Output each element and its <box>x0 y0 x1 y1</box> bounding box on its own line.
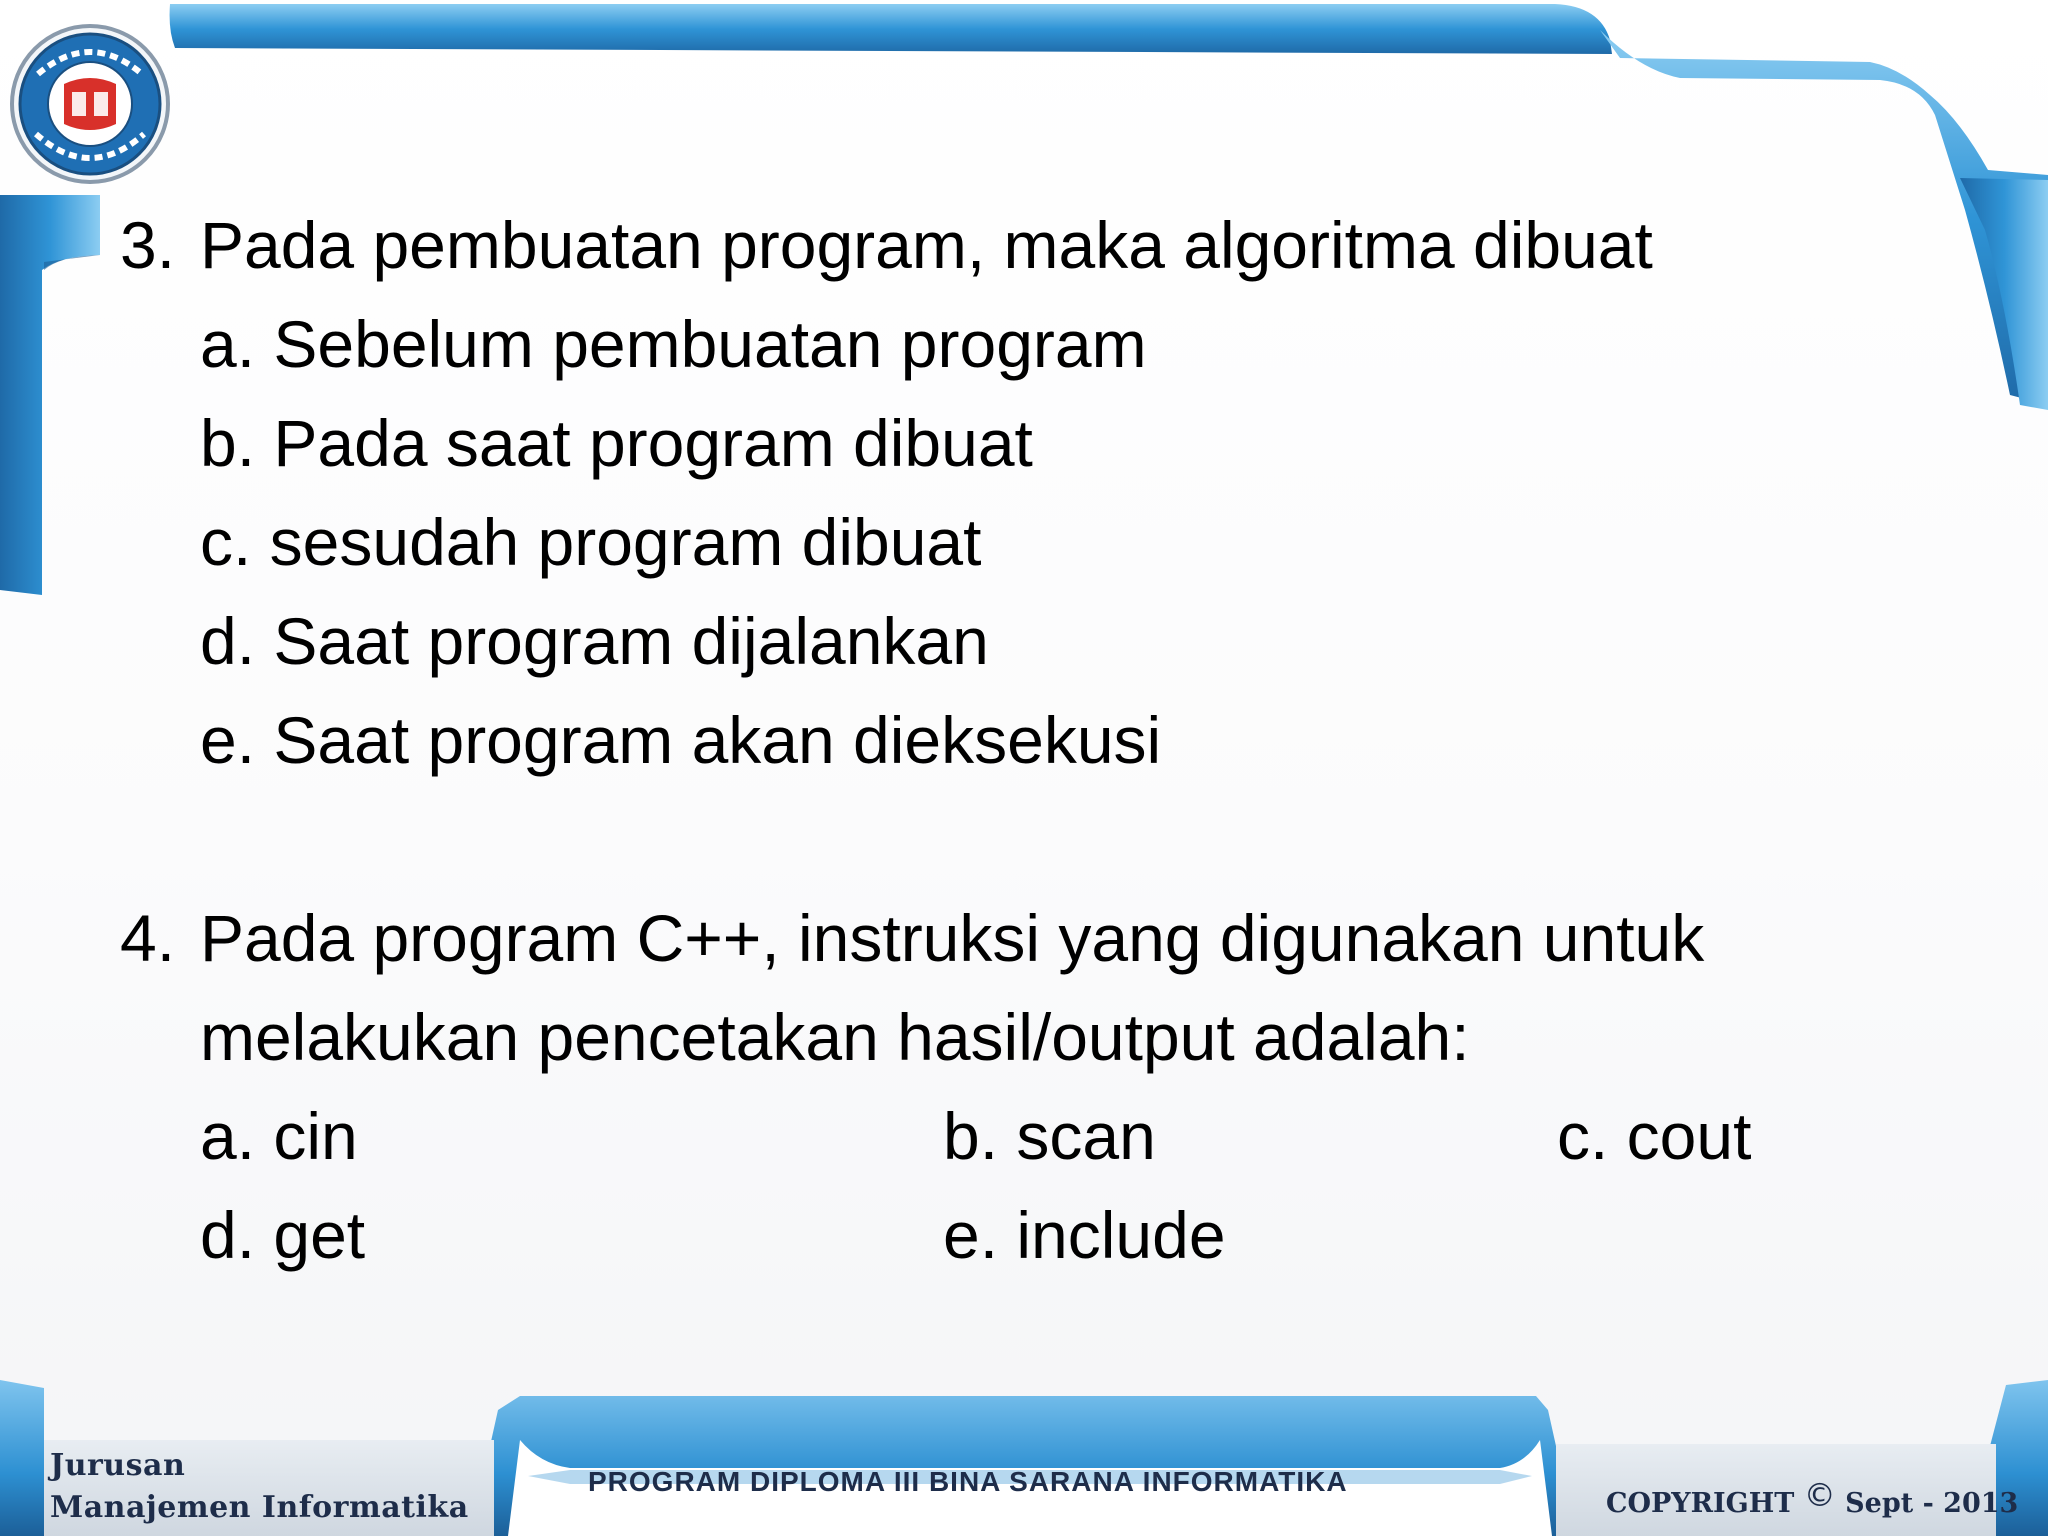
question-4-text-line2: melakukan pencetakan hasil/output adalah: <box>200 1000 1470 1074</box>
question-4-option-a: a. cin <box>200 1099 358 1173</box>
question-4-option-d: d. get <box>200 1198 366 1272</box>
question-3-number: 3. <box>120 208 176 282</box>
spacer <box>120 790 1820 889</box>
question-4-option-b: b. scan <box>943 1099 1156 1173</box>
question-4-text-line1: Pada program C++, instruksi yang digunakan untuk <box>200 901 1705 975</box>
question-3-option-e: e. Saat program akan dieksekusi <box>200 703 1162 777</box>
question-4-option-e: e. include <box>943 1198 1226 1272</box>
question-4-number: 4. <box>120 901 176 975</box>
footer-copyright-prefix: COPYRIGHT <box>1606 1488 1795 1519</box>
footer-department-line1: Jurusan <box>50 1448 186 1483</box>
bsi-informatika-logo <box>8 22 172 186</box>
copyright-icon: © <box>1803 1476 1836 1514</box>
question-4-options-row-2 <box>120 1186 1820 1285</box>
question-4-option-c: c. cout <box>1557 1099 1752 1173</box>
question-4-options-row-1 <box>120 1087 1820 1186</box>
frame-top-bar <box>170 4 1612 54</box>
question-3-option-d: d. Saat program dijalankan <box>200 604 989 678</box>
question-3 <box>120 196 1820 295</box>
footer-program-title: PROGRAM DIPLOMA III BINA SARANA INFORMATIKA <box>588 1466 1348 1497</box>
question-3-option-a: a. Sebelum pembuatan program <box>200 307 1147 381</box>
slide-content <box>120 196 1820 1285</box>
question-3-option-c: c. sesudah program dibuat <box>200 505 982 579</box>
footer-department <box>50 1445 469 1529</box>
question-4 <box>120 889 1820 988</box>
footer-copyright-date: Sept - 2013 <box>1845 1488 2019 1519</box>
footer-copyright <box>1606 1476 2019 1520</box>
question-3-option-b: b. Pada saat program dibuat <box>200 406 1033 480</box>
question-3-text: Pada pembuatan program, maka algoritma dibuat <box>200 208 1653 282</box>
frame-left-bracket <box>0 195 100 595</box>
footer-department-line2: Manajemen Informatika <box>50 1490 469 1525</box>
